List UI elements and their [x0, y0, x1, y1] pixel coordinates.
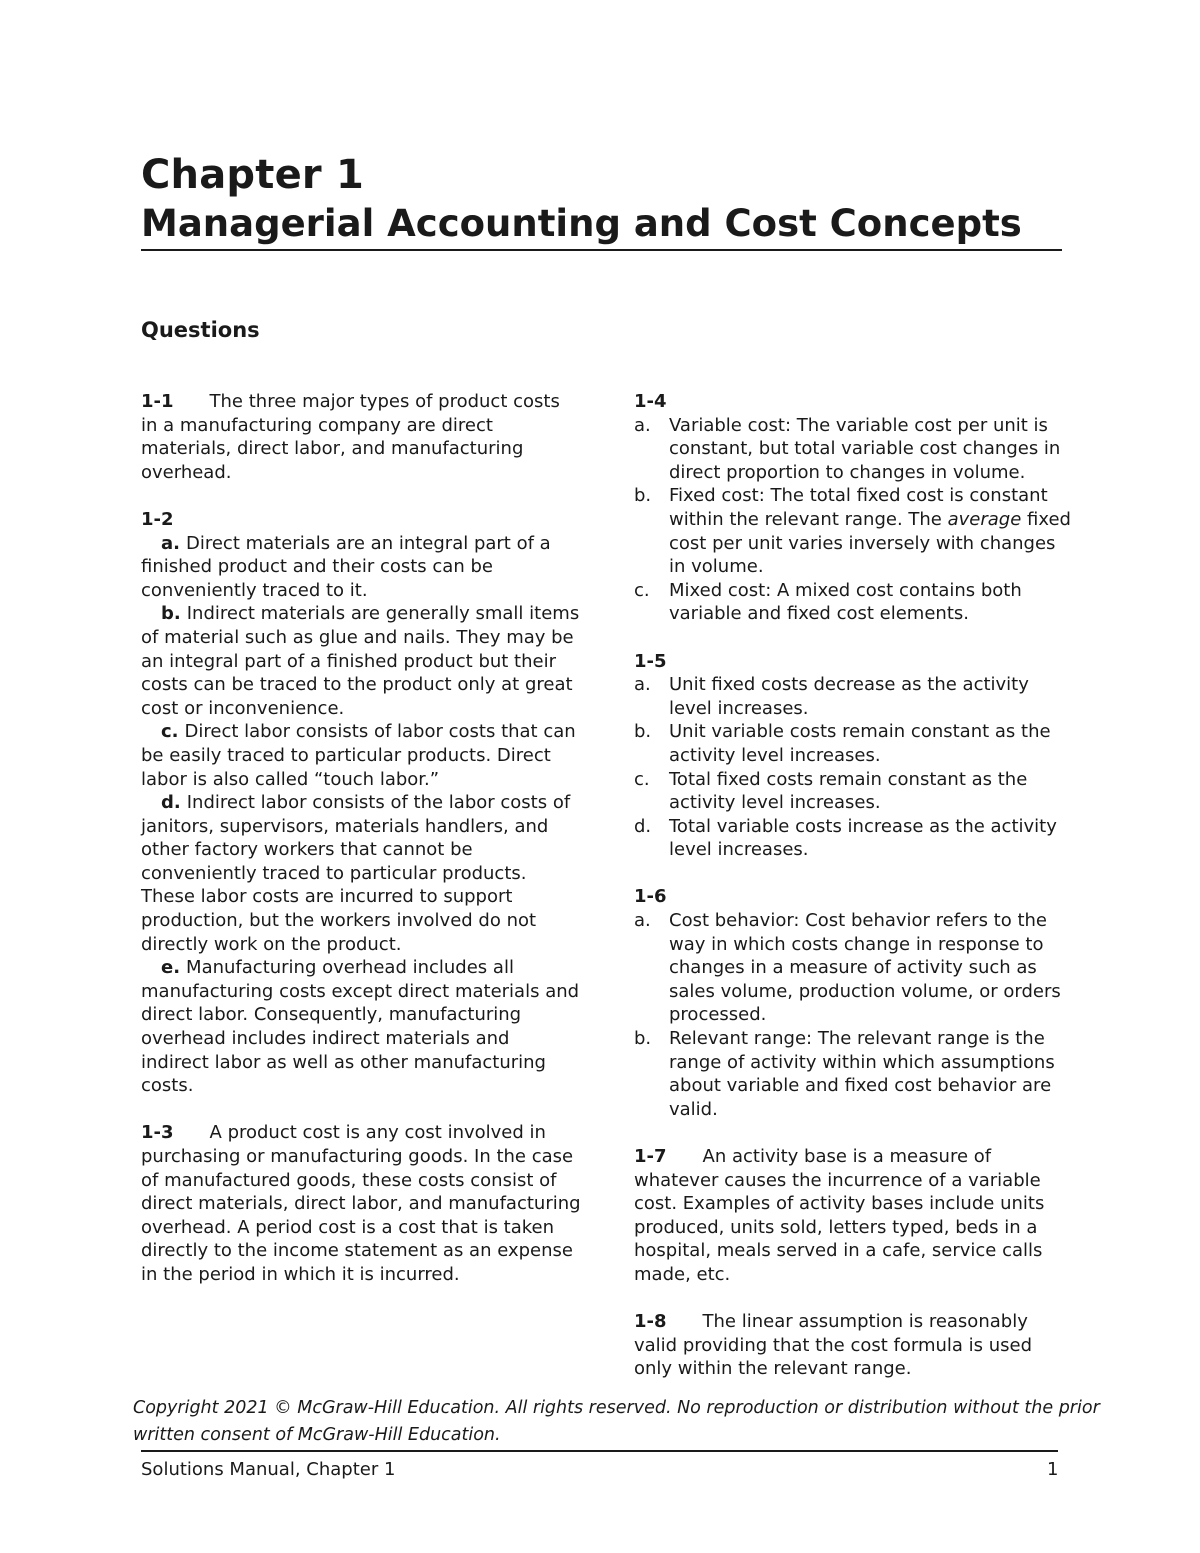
item-marker: b.	[634, 1028, 652, 1050]
item-marker: e.	[161, 957, 181, 979]
question-number: 1-3	[141, 1122, 174, 1144]
left-column	[141, 390, 581, 1287]
item-marker: b.	[634, 721, 652, 743]
item-text-emphasis: average	[947, 508, 1022, 530]
question-number: 1-8	[634, 1311, 667, 1333]
answer-item	[634, 673, 1074, 720]
question-number: 1-1	[141, 391, 174, 412]
chapter-title: Chapter 1	[141, 152, 364, 198]
item-text: Unit variable costs remain constant as the activity level increases.	[669, 721, 1051, 766]
answer-item	[141, 532, 581, 603]
question-text: An activity base is a measure of whatever causes the incurrence of a variable cost. Examples of activity bases include units produced, units sold, letters typed, beds in a hospital, meals served in a cafe, service calls made, etc.	[634, 1146, 1045, 1285]
item-text: Cost behavior: Cost behavior refers to the way in which costs change in response to changes in a measure of activity such as sales volume, production volume, or orders processed.	[669, 910, 1061, 1026]
answer-item	[634, 909, 1074, 1027]
question-1-7	[634, 1145, 1074, 1287]
item-text-before: Fixed cost: The total fixed cost is constant within the relevant range. The	[669, 485, 1048, 530]
item-text: Total variable costs increase as the activity level increases.	[669, 815, 1057, 861]
copyright-notice: Copyright 2021 © McGraw-Hill Education. All rights reserved. No reproduction or distribution without the prior written consent of McGraw-Hill Education.	[133, 1398, 1100, 1445]
title-rule	[141, 249, 1062, 251]
answer-item	[634, 1027, 1074, 1121]
question-text: A product cost is any cost involved in purchasing or manufacturing goods. In the case of manufactured goods, these costs consist of direct materials, direct labor, and manufacturing overhead. A period cost is a cost that is taken directly to the income statement as an expense in the period in which it is incurred.	[141, 1122, 581, 1285]
answer-item	[141, 956, 581, 1098]
item-text: Total fixed costs remain constant as the activity level increases.	[669, 768, 1028, 814]
item-marker: a.	[634, 910, 651, 932]
item-marker: c.	[161, 721, 179, 743]
footer-rule	[141, 1450, 1058, 1452]
item-text: Direct labor consists of labor costs that can be easily traced to particular products. Direct labor is also called “touch labor.”	[141, 721, 576, 790]
item-marker: b.	[634, 485, 652, 507]
answer-item	[634, 414, 1074, 485]
footer-label: Solutions Manual, Chapter 1	[141, 1459, 396, 1480]
item-text-after: fixed cost per unit varies inversely with changes in volume.	[669, 508, 1071, 578]
item-marker: d.	[161, 792, 181, 814]
question-1-5	[634, 650, 1074, 862]
question-number: 1-2	[141, 508, 174, 530]
answer-item	[634, 815, 1074, 862]
answer-item	[141, 602, 581, 720]
question-1-6	[634, 885, 1074, 1121]
item-marker: a.	[161, 532, 180, 554]
question-1-8	[634, 1310, 1074, 1381]
item-text: Relevant range: The relevant range is the range of activity within which assumptions about variable and fixed cost behavior are valid.	[669, 1028, 1055, 1120]
question-text: The linear assumption is reasonably valid providing that the cost formula is used only within the relevant range.	[634, 1311, 1033, 1380]
chapter-subtitle: Managerial Accounting and Cost Concepts	[141, 202, 1022, 245]
item-marker: a.	[634, 674, 651, 696]
item-marker: c.	[634, 768, 650, 790]
question-number: 1-5	[634, 650, 667, 672]
item-text: Indirect labor consists of the labor costs of janitors, supervisors, materials handlers, and other factory workers that cannot be conveniently traced to particular products. These labor costs are incurred to support production, but the workers involved do not directly work on the product.	[141, 792, 571, 955]
answer-item	[634, 579, 1074, 626]
answer-item	[634, 484, 1074, 578]
item-text: Variable cost: The variable cost per unit is constant, but total variable cost changes in direct proportion to changes in volume.	[669, 414, 1061, 483]
item-marker: c.	[634, 579, 650, 601]
question-1-4	[634, 390, 1074, 626]
item-text: Manufacturing overhead includes all manufacturing costs except direct materials and direct labor. Consequently, manufacturing overhead includes indirect materials and indirect labor as well as other manufacturing costs.	[141, 957, 580, 1097]
question-1-3	[141, 1121, 581, 1286]
question-text: The three major types of product costs in a manufacturing company are direct materials, direct labor, and manufacturing overhead.	[141, 391, 560, 483]
page-number: 1	[1047, 1459, 1059, 1480]
item-text: Mixed cost: A mixed cost contains both variable and fixed cost elements.	[669, 579, 1022, 625]
answer-item	[634, 720, 1074, 767]
item-text: Indirect materials are generally small items of material such as glue and nails. They may be an integral part of a finished product but their costs can be traced to the product only at great cost or inconvenience.	[141, 603, 580, 719]
answer-item	[141, 720, 581, 791]
question-number: 1-6	[634, 886, 667, 908]
question-number: 1-7	[634, 1146, 667, 1167]
item-marker: a.	[634, 414, 651, 436]
item-marker: d.	[634, 815, 652, 837]
question-1-2	[141, 508, 581, 1098]
question-1-1	[141, 390, 581, 484]
answer-item	[141, 791, 581, 956]
item-text: Direct materials are an integral part of a finished product and their costs can be conveniently traced to it.	[141, 532, 551, 601]
question-number: 1-4	[634, 391, 667, 412]
item-text: Unit fixed costs decrease as the activity level increases.	[669, 674, 1029, 719]
item-marker: b.	[161, 603, 181, 625]
section-heading: Questions	[141, 318, 260, 342]
right-column	[634, 390, 1074, 1381]
answer-item	[634, 768, 1074, 815]
